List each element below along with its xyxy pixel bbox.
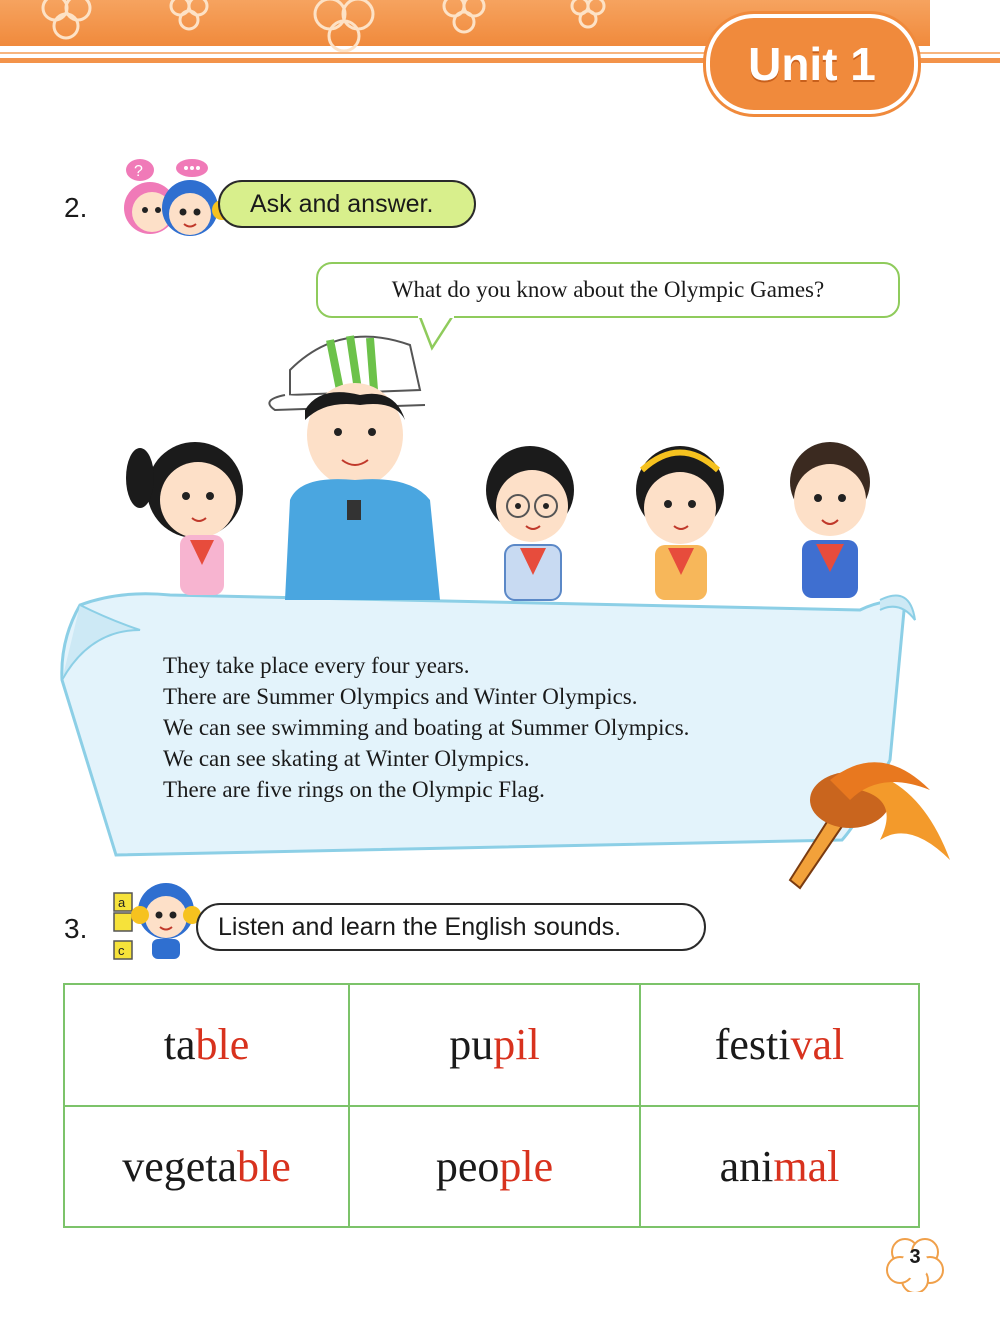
fact-item: We can see swimming and boating at Summer Olympics.: [163, 715, 690, 740]
word-ending: ble: [237, 1141, 291, 1191]
word-cell: [640, 1106, 919, 1228]
section-2-instruction: [218, 180, 476, 228]
word-ending: pil: [493, 1020, 540, 1070]
flower-icon: [560, 0, 620, 38]
word-stem: festi: [714, 1020, 791, 1070]
sounds-table: [63, 983, 920, 1228]
svg-text:a: a: [118, 895, 126, 910]
question-text: What do you know about the Olympic Games?: [391, 277, 825, 302]
coach-character: [269, 336, 440, 600]
word-ending: mal: [773, 1141, 840, 1191]
girl-headband-character: [636, 446, 724, 600]
olympics-illustration: [0, 300, 1000, 910]
fact-item: They take place every four years.: [163, 653, 470, 678]
page-number-badge: [880, 1232, 950, 1292]
flower-icon: [430, 0, 500, 38]
unit-label: Unit 1: [748, 38, 876, 90]
facts-list: [163, 650, 689, 805]
flower-icon: [30, 0, 110, 48]
boy-character: [790, 442, 870, 598]
fact-item: There are five rings on the Olympic Flag.: [163, 777, 545, 802]
girl-character: [126, 442, 243, 595]
word-cell: [64, 984, 349, 1106]
section-3-instruction-text: Listen and learn the English sounds.: [218, 912, 622, 941]
svg-text:c: c: [118, 943, 125, 958]
flower-icon: [160, 0, 220, 38]
word-stem: ta: [163, 1020, 196, 1070]
boy-glasses-character: [486, 446, 574, 600]
unit-badge: [706, 14, 918, 114]
section-3-number: 3.: [64, 913, 88, 944]
word-ending: val: [790, 1020, 845, 1070]
word-cell: [640, 984, 919, 1106]
word-stem: peo: [435, 1141, 500, 1191]
flower-icon: [290, 0, 400, 58]
word-stem: vegeta: [122, 1141, 238, 1191]
word-cell: [349, 1106, 640, 1228]
fact-item: We can see skating at Winter Olympics.: [163, 746, 530, 771]
word-cell: [349, 984, 640, 1106]
word-cell: [64, 1106, 349, 1228]
svg-text:?: ?: [134, 163, 143, 180]
word-ending: ple: [499, 1141, 554, 1191]
page-number: 3: [909, 1246, 921, 1268]
word-ending: ble: [195, 1020, 250, 1070]
word-stem: pu: [449, 1020, 494, 1070]
fact-item: There are Summer Olympics and Winter Olympics.: [163, 684, 638, 709]
table-row: [64, 984, 919, 1106]
letter-blocks-icon: [110, 875, 210, 967]
section-2-instruction-text: Ask and answer.: [250, 189, 434, 218]
word-stem: ani: [719, 1141, 774, 1191]
section-2-number: 2.: [64, 192, 88, 223]
section-3-instruction: [196, 903, 706, 951]
table-row: [64, 1106, 919, 1228]
